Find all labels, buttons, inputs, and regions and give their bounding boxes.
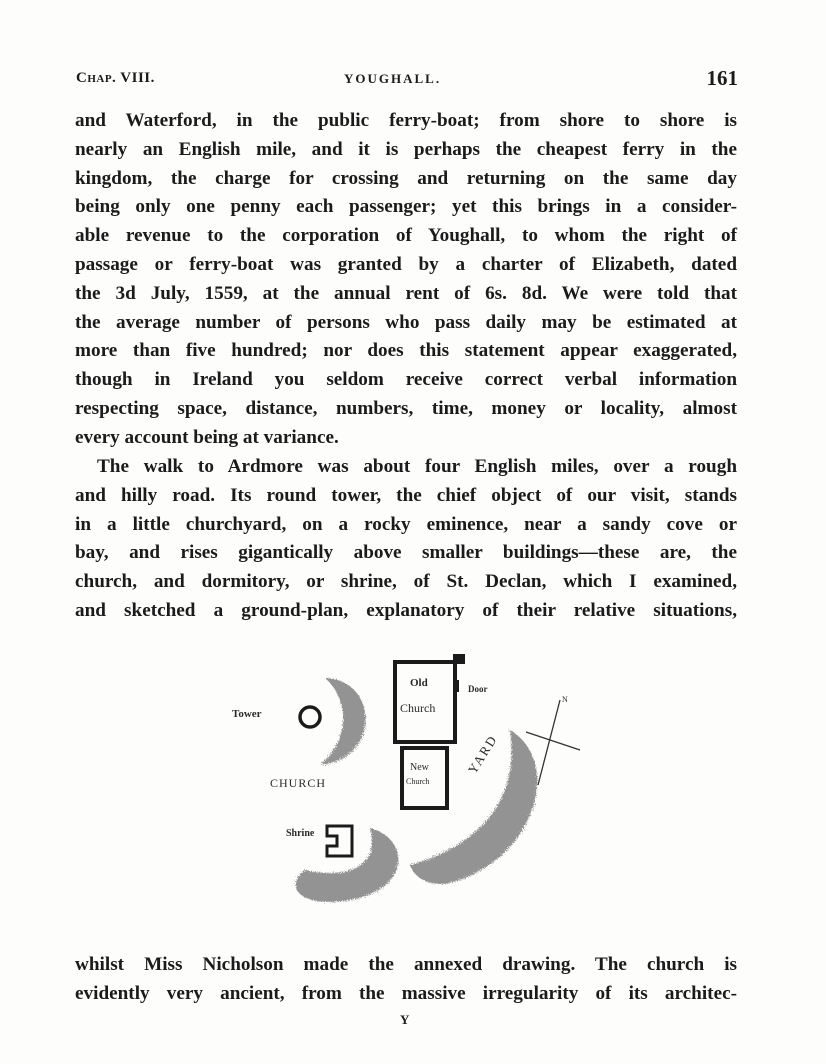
paragraph-1	[75, 107, 737, 453]
rock-mound-shrine	[296, 828, 399, 902]
text-line: being only one penny each passenger; yet this brings in a consider-	[75, 196, 737, 218]
old-church-label: Church	[400, 701, 436, 715]
chapter-label: Chap. VIII.	[76, 70, 155, 86]
ground-plan-figure	[220, 640, 600, 920]
churchyard-label: CHURCH	[270, 776, 327, 790]
page-header	[76, 66, 738, 94]
paragraph-2	[75, 453, 737, 626]
text-line: The walk to Ardmore was about four English miles, over a rough	[97, 456, 737, 477]
text-line: in a little churchyard, on a rocky eminence, near a sandy cove or	[75, 513, 737, 535]
round-tower-symbol	[300, 707, 320, 727]
old-church-door-block	[453, 654, 465, 664]
yard-label: YARD	[464, 731, 501, 777]
text-line: respecting space, distance, numbers, time, money or locality, almost	[75, 397, 737, 419]
text-line: nearly an English mile, and it is perhaps the cheapest ferry in the	[75, 138, 737, 160]
text-line: more than five hundred; nor does this statement appear exaggerated,	[75, 340, 737, 362]
ground-plan-drawing	[220, 640, 600, 920]
text-line: the 3d July, 1559, at the annual rent of 6s. 8d. We were told that	[75, 282, 737, 304]
text-line: every account being at variance.	[75, 426, 339, 448]
text-line: bay, and rises gigantically above smaller buildings—these are, the	[75, 542, 737, 564]
text-line: whilst Miss Nicholson made the annexed drawing. The church is	[75, 954, 737, 975]
text-line: the average number of persons who pass daily may be estimated at	[75, 311, 737, 333]
shrine-label: Shrine	[286, 828, 315, 839]
text-line: kingdom, the charge for crossing and returning on the same day	[75, 167, 737, 189]
text-line: passage or ferry-boat was granted by a charter of Elizabeth, dated	[75, 253, 737, 275]
paragraph-3	[75, 951, 737, 1009]
new-church-label: Church	[406, 777, 430, 786]
page-number: 161	[706, 66, 738, 90]
signature-mark: Y	[400, 1012, 410, 1027]
text-line: and hilly road. Its round tower, the chief object of our visit, stands	[75, 484, 737, 506]
old-label: Old	[410, 677, 428, 689]
new-label: New	[410, 762, 429, 773]
text-line: and Waterford, in the public ferry-boat; from shore to shore is	[75, 110, 737, 131]
compass-n-label: N	[562, 695, 568, 704]
compass-cross	[526, 732, 580, 750]
door-label: Door	[468, 684, 488, 694]
tower-label: Tower	[232, 708, 262, 720]
text-line: church, and dormitory, or shrine, of St. Declan, which I examined,	[75, 571, 737, 593]
text-line: though in Ireland you seldom receive correct verbal information	[75, 369, 737, 391]
running-title: YOUGHALL.	[344, 71, 442, 86]
text-line: able revenue to the corporation of Youghall, to whom the right of	[75, 225, 737, 247]
text-line: and sketched a ground-plan, explanatory of their relative situations,	[75, 599, 737, 621]
shrine-outline	[327, 826, 352, 856]
rock-mound-tower	[320, 678, 366, 765]
text-line: evidently very ancient, from the massive irregularity of its architec-	[75, 982, 737, 1004]
